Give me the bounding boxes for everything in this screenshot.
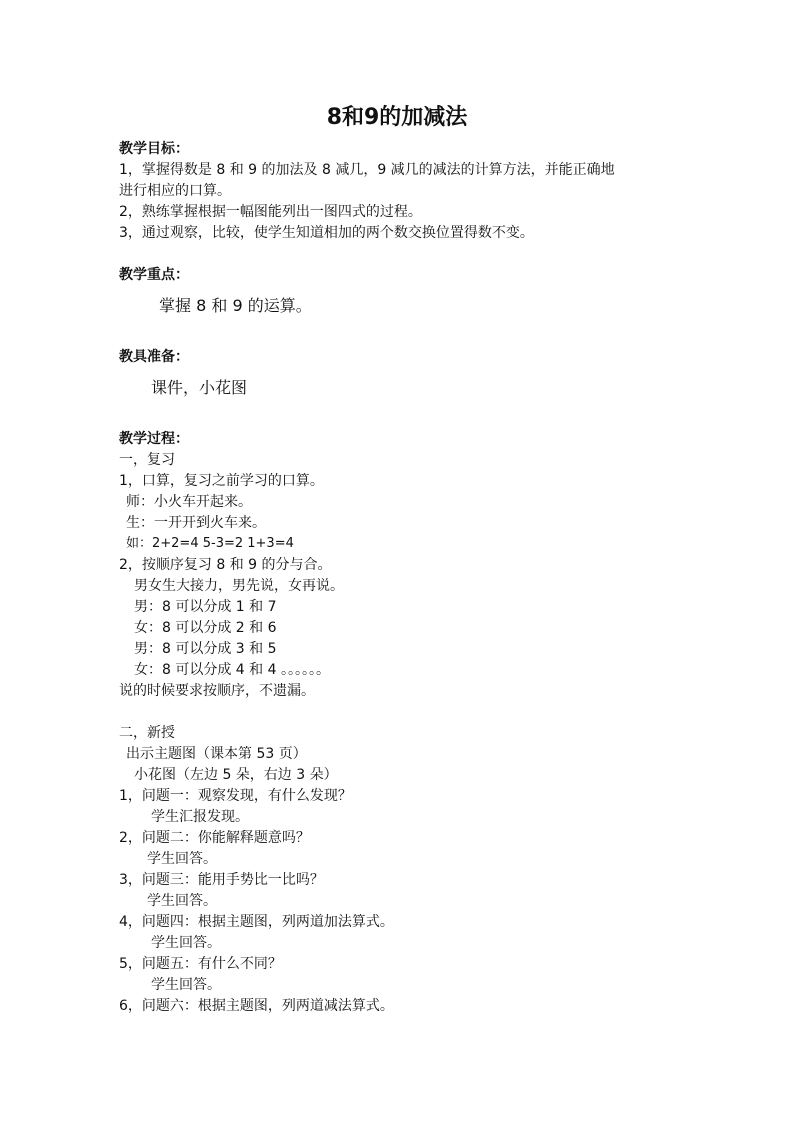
question-line: 3，问题三：能用手势比一比吗？ [119,872,324,888]
process-line: 男：8 可以分成 3 和 5 [134,641,277,657]
materials-heading: 教具准备： [119,349,189,365]
process-line: 说的时候要求按顺序，不遗漏。 [119,683,315,699]
process-line: 女：8 可以分成 2 和 6 [134,620,277,636]
question-line: 2，问题二：你能解释题意吗？ [119,830,310,846]
page-title: 8和9的加减法 [326,105,468,130]
section-title: 二，新授 [119,725,175,741]
goal-line: 3，通过观察，比较，使学生知道相加的两个数交换位置得数不变。 [119,225,534,241]
process-heading: 教学过程： [119,431,189,447]
question-line: 5，问题五：有什么不同？ [119,956,282,972]
question-line: 1，问题一：观察发现，有什么发现？ [119,788,352,804]
process-line: 女：8 可以分成 4 和 4 。。。。。。 [134,662,330,678]
goal-line: 进行相应的口算。 [119,183,231,199]
process-line: 男女生大接力，男先说，女再说。 [134,578,344,594]
answer-line: 学生回答。 [147,893,217,909]
process-line: 1，口算，复习之前学习的口算。 [119,473,324,489]
process-line: 小花图（左边 5 朵，右边 3 朵） [134,767,338,783]
section-title: 一，复习 [119,452,175,468]
goal-line: 1，掌握得数是 8 和 9 的加法及 8 减几，9 减几的减法的计算方法，并能正确地 [119,162,615,178]
goal-line: 2，熟练掌握根据一幅图能列出一图四式的过程。 [119,204,422,220]
answer-line: 学生回答。 [151,935,221,951]
goals-heading: 教学目标： [119,141,189,157]
process-line: 2，按顺序复习 8 和 9 的分与合。 [119,557,332,573]
process-line: 师：小火车开起来。 [126,494,252,510]
answer-line: 学生回答。 [147,851,217,867]
process-line: 男：8 可以分成 1 和 7 [134,599,277,615]
materials-text: 课件，小花图 [151,378,248,397]
answer-line: 学生回答。 [151,977,221,993]
process-line: 生：一开开到火车来。 [126,515,266,531]
key-points-heading: 教学重点： [119,267,189,283]
question-line: 4，问题四：根据主题图，列两道加法算式。 [119,914,394,930]
process-line: 如：2+2=4 5-3=2 1+3=4 [126,536,294,551]
question-line: 6，问题六：根据主题图，列两道减法算式。 [119,998,394,1014]
answer-line: 学生汇报发现。 [151,809,249,825]
process-line: 出示主题图（课本第 53 页） [126,746,307,762]
key-points-text: 掌握 8 和 9 的运算。 [159,296,312,315]
